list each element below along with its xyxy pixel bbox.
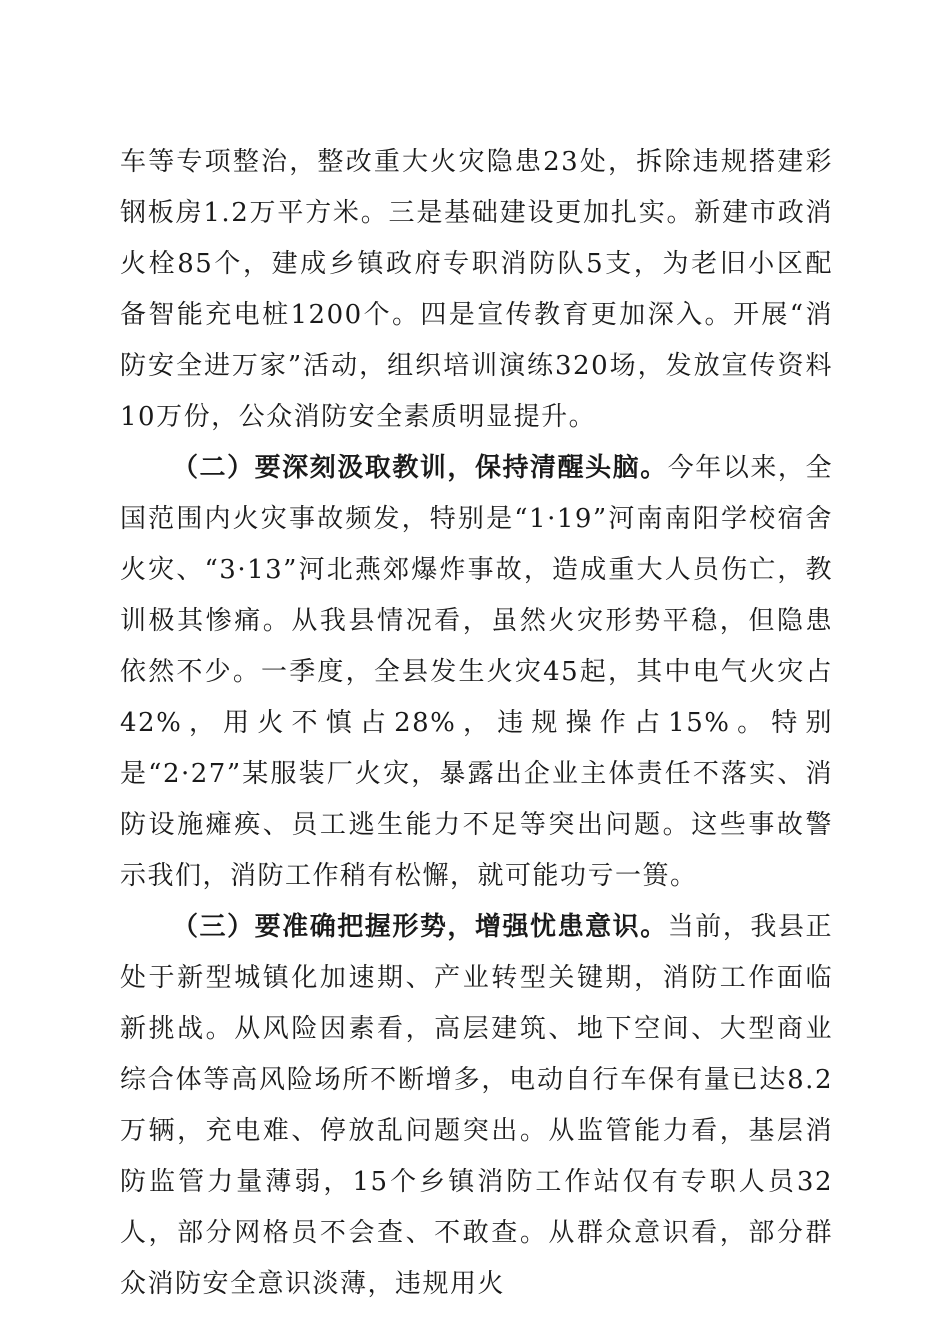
paragraph-text: 今年以来，全国范围内火灾事故频发，特别是“1·19”河南南阳学校宿舍火灾、“3·13”河北燕郊爆炸事故，造成重大人员伤亡，教训极其惨痛。从我县情况看，虽然火灾形势平稳，但隐患依然不少。一季度，全县发生火灾45起，其中电气火灾占42%，用火不慎占28%，违规操作占15%。特别是“2·27”某服装厂火灾，暴露出企业主体责任不落实、消防设施瘫痪、员工逃生能力不足等突出问题。这些事故警示我们，消防工作稍有松懈，就可能功亏一篑。: [120, 453, 833, 891]
paragraph-section-three: [120, 902, 833, 1310]
section-heading: （二）要深刻汲取教训，保持清醒头脑。: [172, 453, 668, 483]
paragraph-continued: [120, 137, 833, 443]
paragraph-text: 当前，我县正处于新型城镇化加速期、产业转型关键期，消防工作面临新挑战。从风险因素看，高层建筑、地下空间、大型商业综合体等高风险场所不断增多，电动自行车保有量已达8.2万辆，充电难、停放乱问题突出。从监管能力看，基层消防监管力量薄弱，15个乡镇消防工作站仅有专职人员32人，部分网格员不会查、不敢查。从群众意识看，部分群众消防安全意识淡薄，违规用火: [120, 912, 833, 1299]
paragraph-section-two: [120, 443, 833, 902]
paragraph-text: 车等专项整治，整改重大火灾隐患23处，拆除违规搭建彩钢板房1.2万平方米。三是基础建设更加扎实。新建市政消火栓85个，建成乡镇政府专职消防队5支，为老旧小区配备智能充电桩1200个。四是宣传教育更加深入。开展“消防安全进万家”活动，组织培训演练320场，发放宣传资料10万份，公众消防安全素质明显提升。: [120, 147, 833, 432]
document-body: [120, 137, 833, 1310]
section-heading: （三）要准确把握形势，增强忧患意识。: [172, 912, 668, 942]
